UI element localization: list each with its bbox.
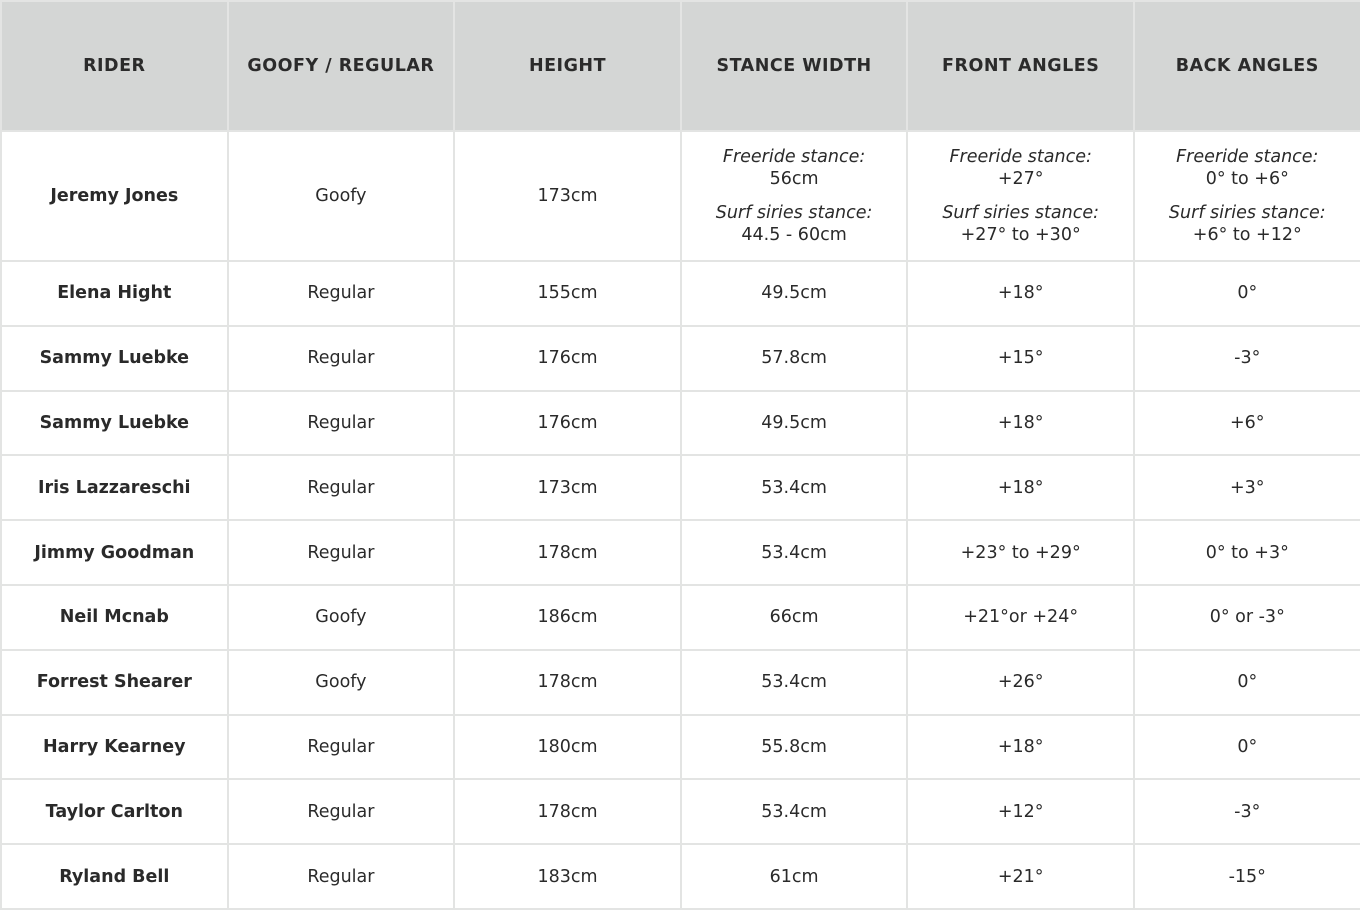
- front-angles-cell: +15°: [907, 326, 1134, 391]
- freeride-stance-block: [682, 146, 907, 190]
- height-cell: 176cm: [454, 326, 681, 391]
- table-row: [1, 391, 1360, 456]
- table-row: [1, 779, 1360, 844]
- surf-label: Surf siries stance:: [1168, 203, 1326, 223]
- surf-label: Surf siries stance:: [715, 203, 873, 223]
- stance-cell: Regular: [228, 779, 455, 844]
- height-cell: 155cm: [454, 261, 681, 326]
- header-height: HEIGHT: [454, 1, 681, 131]
- stance-cell: Regular: [228, 844, 455, 909]
- height-cell: 180cm: [454, 715, 681, 780]
- rider-name: Taylor Carlton: [1, 779, 228, 844]
- front-angles-cell: +12°: [907, 779, 1134, 844]
- stance-width-cell: 55.8cm: [681, 715, 908, 780]
- table-row: [1, 650, 1360, 715]
- header-stance-width: STANCE WIDTH: [681, 1, 908, 131]
- surf-stance-block: [682, 202, 907, 246]
- stance-cell: Goofy: [228, 585, 455, 650]
- stance-width-cell: 49.5cm: [681, 391, 908, 456]
- surf-value: +27° to +30°: [960, 225, 1081, 245]
- table-row: [1, 585, 1360, 650]
- freeride-stance-block: [908, 146, 1133, 190]
- rider-name: Ryland Bell: [1, 844, 228, 909]
- rider-name: Jeremy Jones: [1, 131, 228, 261]
- stance-width-cell: 57.8cm: [681, 326, 908, 391]
- surf-stance-block: [908, 202, 1133, 246]
- table-row: [1, 520, 1360, 585]
- rider-name: Iris Lazzareschi: [1, 455, 228, 520]
- rider-name: Jimmy Goodman: [1, 520, 228, 585]
- rider-name: Elena Hight: [1, 261, 228, 326]
- stance-width-cell: 61cm: [681, 844, 908, 909]
- rider-name: Forrest Shearer: [1, 650, 228, 715]
- height-cell: 178cm: [454, 779, 681, 844]
- stance-cell: Regular: [228, 326, 455, 391]
- stance-width-cell: 66cm: [681, 585, 908, 650]
- rider-name: Sammy Luebke: [1, 326, 228, 391]
- freeride-label: Freeride stance:: [1176, 147, 1319, 167]
- surf-stance-block: [1135, 202, 1360, 246]
- freeride-label: Freeride stance:: [949, 147, 1092, 167]
- surf-value: 44.5 - 60cm: [741, 225, 847, 245]
- front-angles-cell: [907, 131, 1134, 261]
- front-angles-cell: +26°: [907, 650, 1134, 715]
- height-cell: 178cm: [454, 650, 681, 715]
- back-angles-cell: +6°: [1134, 391, 1360, 456]
- header-front-angles: FRONT ANGLES: [907, 1, 1134, 131]
- stance-cell: Regular: [228, 391, 455, 456]
- front-angles-cell: +23° to +29°: [907, 520, 1134, 585]
- stance-width-cell: 53.4cm: [681, 650, 908, 715]
- back-angles-cell: -3°: [1134, 326, 1360, 391]
- surf-value: +6° to +12°: [1192, 225, 1302, 245]
- height-cell: 186cm: [454, 585, 681, 650]
- back-angles-cell: +3°: [1134, 455, 1360, 520]
- stance-width-cell: 49.5cm: [681, 261, 908, 326]
- height-cell: 176cm: [454, 391, 681, 456]
- rider-name: Harry Kearney: [1, 715, 228, 780]
- front-angles-cell: +18°: [907, 455, 1134, 520]
- back-angles-cell: 0° or -3°: [1134, 585, 1360, 650]
- back-angles-cell: [1134, 131, 1360, 261]
- height-cell: 173cm: [454, 131, 681, 261]
- header-goofy-regular: GOOFY / REGULAR: [228, 1, 455, 131]
- back-angles-cell: 0° to +3°: [1134, 520, 1360, 585]
- front-angles-cell: +18°: [907, 715, 1134, 780]
- back-angles-cell: -3°: [1134, 779, 1360, 844]
- rider-name: Neil Mcnab: [1, 585, 228, 650]
- freeride-label: Freeride stance:: [722, 147, 866, 167]
- height-cell: 183cm: [454, 844, 681, 909]
- stance-cell: Goofy: [228, 131, 455, 261]
- height-cell: 178cm: [454, 520, 681, 585]
- freeride-stance-block: [1135, 146, 1360, 190]
- front-angles-cell: +21°: [907, 844, 1134, 909]
- back-angles-cell: 0°: [1134, 715, 1360, 780]
- table-row: [1, 844, 1360, 909]
- table-row: [1, 455, 1360, 520]
- table-row: [1, 261, 1360, 326]
- stance-cell: Regular: [228, 520, 455, 585]
- surf-label: Surf siries stance:: [942, 203, 1100, 223]
- height-cell: 173cm: [454, 455, 681, 520]
- stance-width-cell: 53.4cm: [681, 520, 908, 585]
- table-header-row: [1, 1, 1360, 131]
- header-rider: RIDER: [1, 1, 228, 131]
- header-back-angles: BACK ANGLES: [1134, 1, 1360, 131]
- front-angles-cell: +18°: [907, 261, 1134, 326]
- front-angles-cell: +18°: [907, 391, 1134, 456]
- table-row: [1, 131, 1360, 261]
- back-angles-cell: -15°: [1134, 844, 1360, 909]
- freeride-value: 56cm: [769, 169, 819, 189]
- stance-width-cell: [681, 131, 908, 261]
- stance-cell: Regular: [228, 455, 455, 520]
- table-row: [1, 715, 1360, 780]
- stance-cell: Regular: [228, 261, 455, 326]
- back-angles-cell: 0°: [1134, 261, 1360, 326]
- stance-cell: Goofy: [228, 650, 455, 715]
- freeride-value: 0° to +6°: [1205, 169, 1289, 189]
- stance-width-cell: 53.4cm: [681, 455, 908, 520]
- stance-cell: Regular: [228, 715, 455, 780]
- stance-width-cell: 53.4cm: [681, 779, 908, 844]
- rider-name: Sammy Luebke: [1, 391, 228, 456]
- table-row: [1, 326, 1360, 391]
- front-angles-cell: +21°or +24°: [907, 585, 1134, 650]
- freeride-value: +27°: [997, 169, 1044, 189]
- back-angles-cell: 0°: [1134, 650, 1360, 715]
